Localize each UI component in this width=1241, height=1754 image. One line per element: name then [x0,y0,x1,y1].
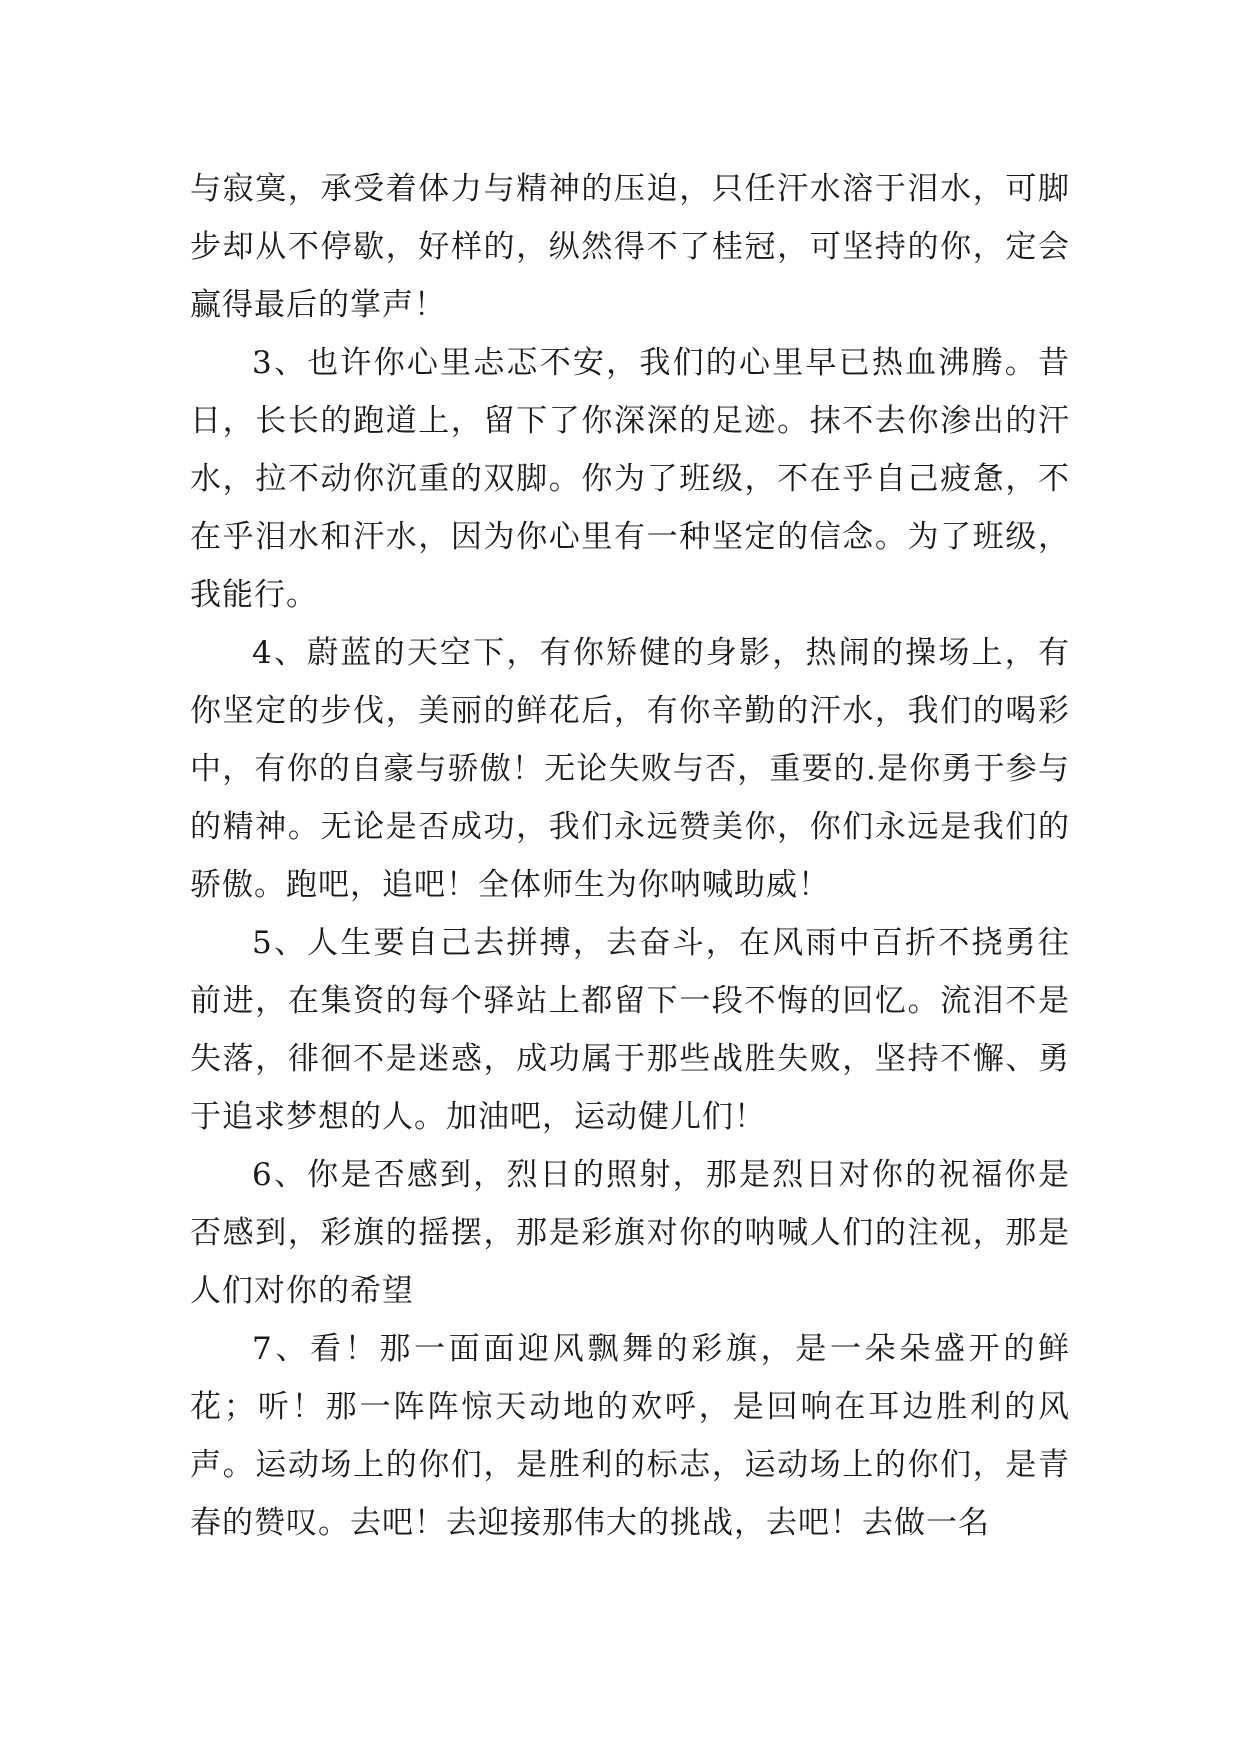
paragraph-continuation: 与寂寞，承受着体力与精神的压迫，只任汗水溶于泪水，可脚步却从不停歇，好样的，纵然得不了桂冠，可坚持的你，定会赢得最后的掌声！ [190,171,1070,323]
paragraph-7: 7、看！那一面面迎风飘舞的彩旗，是一朵朵盛开的鲜花；听！那一阵阵惊天动地的欢呼，是回响在耳边胜利的风声。运动场上的你们，是胜利的标志，运动场上的你们，是青春的赞叹。去吧！去迎接那伟大的挑战，去吧！去做一名 [190,1331,1070,1541]
paragraph-5: 5、人生要自己去拼搏，去奋斗，在风雨中百折不挠勇往前进，在集资的每个驿站上都留下一段不悔的回忆。流泪不是失落，徘徊不是迷惑，成功属于那些战胜失败，坚持不懈、勇于追求梦想的人。加油吧，运动健儿们！ [190,925,1070,1135]
paragraph-3: 3、也许你心里忐忑不安，我们的心里早已热血沸腾。昔日，长长的跑道上，留下了你深深的足迹。抹不去你渗出的汗水，拉不动你沉重的双脚。你为了班级，不在乎自己疲惫，不在乎泪水和汗水，因为你心里有一种坚定的信念。为了班级，我能行。 [190,345,1070,613]
document-body [190,160,1070,1552]
paragraph-4: 4、蔚蓝的天空下，有你矫健的身影，热闹的操场上，有你坚定的步伐，美丽的鲜花后，有你辛勤的汗水，我们的喝彩中，有你的自豪与骄傲！无论失败与否，重要的.是你勇于参与的精神。无论是否成功，我们永远赞美你，你们永远是我们的骄傲。跑吧，追吧！全体师生为你呐喊助威！ [190,635,1070,903]
paragraph-6: 6、你是否感到，烈日的照射，那是烈日对你的祝福你是否感到，彩旗的摇摆，那是彩旗对你的呐喊人们的注视，那是人们对你的希望 [190,1157,1070,1309]
